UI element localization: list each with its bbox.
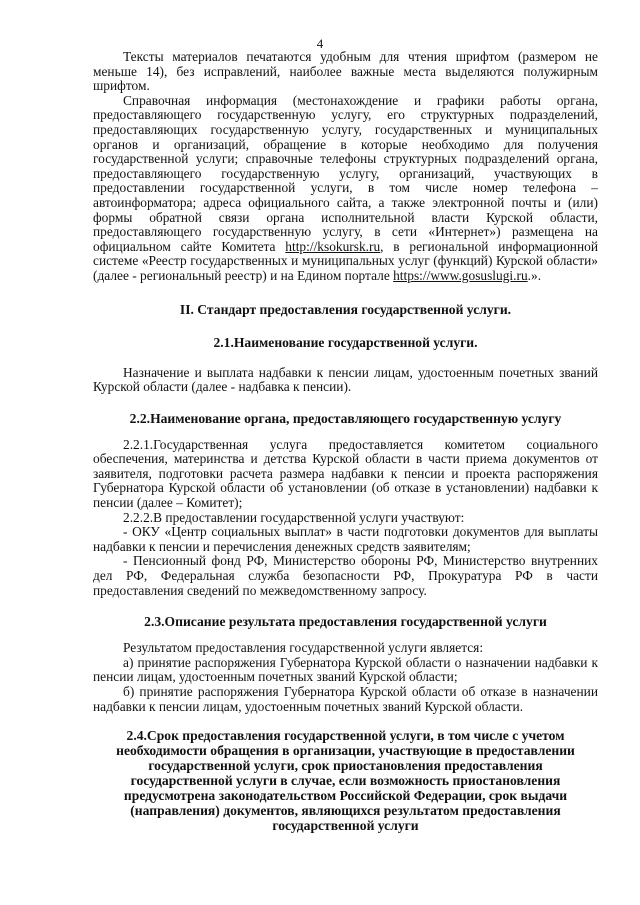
paragraph-font-requirements: Тексты материалов печатаются удобным для чтения шрифтом (размером не меньше 14), без исправлений, наиболее важные места выделяются полужирным шрифтом. <box>93 49 598 94</box>
page-number: 4 <box>316 36 324 51</box>
paragraph-participant-federal: - Пенсионный фонд РФ, Министерство обороны РФ, Министерство внутренних дел РФ, Федеральная служба безопасности РФ, Прокуратура РФ в части предоставления сведений по межведомственному запросу. <box>93 553 598 598</box>
ksokursk-link[interactable]: http://ksokursk.ru <box>285 238 381 254</box>
heading-2-4: 2.4.Срок предоставления государственной услуги, в том числе с учетом необходимости обращения в организации, участвующие в предоставлении государственной услуги, срок приостановления предоставления государственной услуги в случае, если возможность приостановления предусмотрена законодательством Российской Федерации, срок выдачи (направления) документов, являющихся результатом предоставления государственной услуги <box>116 728 575 834</box>
paragraph-result-a: а) принятие распоряжения Губернатора Курской области о назначении надбавки к пенсии лицам, удостоенным почетных званий Курской области; <box>93 654 598 685</box>
paragraph-reference-info <box>93 94 598 284</box>
heading-2-3: 2.3.Описание результата предоставления государственной услуги <box>144 614 547 630</box>
paragraph-result-intro: Результатом предоставления государственной услуги является: <box>123 640 484 656</box>
paragraph-participant-oku: - ОКУ «Центр социальных выплат» в части подготовки документов для выплаты надбавки к пенсии и перечисления денежных средств заявителям; <box>93 524 598 554</box>
heading-2-2: 2.2.Наименование органа, предоставляющего государственную услугу <box>129 410 562 426</box>
heading-2-1: 2.1.Наименование государственной услуги. <box>213 334 478 350</box>
document-body <box>93 50 598 833</box>
section-2-heading: II. Стандарт предоставления государственной услуги. <box>179 301 512 317</box>
reference-info-text-mid: , в региональной информационной системе «Реестр государственных и муниципальных услуг (функций) Курской области» (далее - региональный реестр) и на Едином портале <box>93 238 598 283</box>
reference-info-text-end: .». <box>527 267 542 283</box>
paragraph-service-name: Назначение и выплата надбавки к пенсии лицам, удостоенным почетных званий Курской области (далее - надбавка к пенсии). <box>93 364 598 395</box>
paragraph-2-2-1: 2.2.1.Государственная услуга предоставляется комитетом социального обеспечения, материнства и детства Курской области в части приема документов от заявителя, подготовки расчета размера надбавки к пенсии и проекта распоряжения Губернатора Курской области об установлении (об отказе в установлении) надбавки к пенсии (далее – Комитет); <box>93 436 598 511</box>
gosuslugi-link[interactable]: https://www.gosuslugi.ru <box>393 267 528 283</box>
paragraph-result-b: б) принятие распоряжения Губернатора Курской области об отказе в назначении надбавки к пенсии лицам, удостоенным почетных званий Курской области. <box>93 684 598 714</box>
paragraph-2-2-2: 2.2.2.В предоставлении государственной услуги участвуют: <box>123 509 465 525</box>
reference-info-text-start: Справочная информация (местонахождение и графики работы органа, предоставляющего государственную услугу, его структурных подразделений, предоставляющих государственную услугу, государственных и муниципальных органов и организаций, обращение в которые необходимо для получения государственной услуги; справочные телефоны структурных подразделений органа, предоставляющего государственную услугу, организаций, участвующих в предоставлении государственной услуги, в том числе номер телефона – автоинформатора; адреса официального сайта, а также электронной почты и (или) формы обратной связи органа исполнительной власти Курской области, предоставляющего государственную услугу, в сети «Интернет») размещена на официальном сайте Комитета <box>93 92 598 254</box>
